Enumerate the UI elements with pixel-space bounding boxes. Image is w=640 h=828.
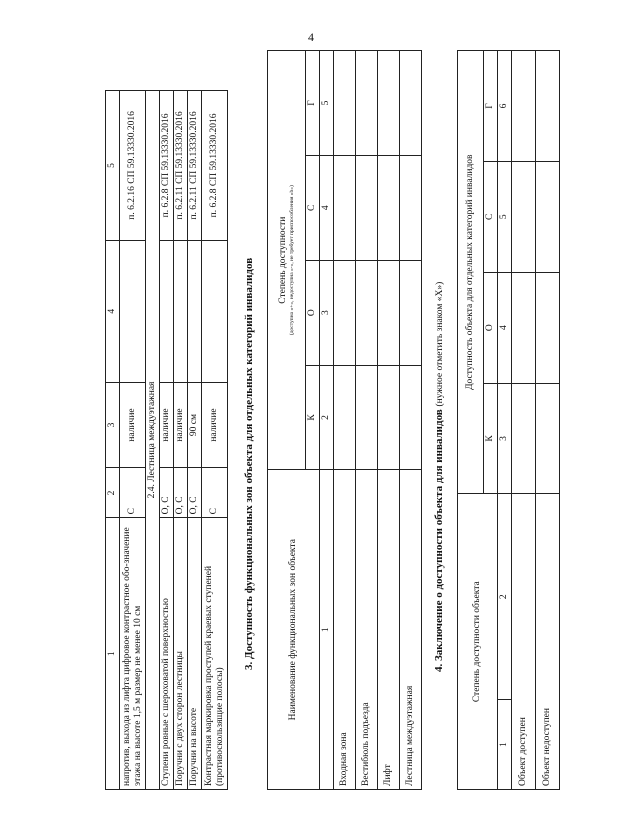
conclusion-label: Объект недоступен [536,494,560,790]
col-number: 5 [320,51,334,156]
category-code: О, С [188,468,202,518]
col-number: 3 [106,382,120,468]
section4-heading-note: (нужное отметить знаком «Х») [435,281,445,407]
degree-column-header: Степень доступности объекта [458,494,498,790]
empty-cell [120,240,146,382]
zone-row [400,51,422,790]
zone-name: Входная зона [334,470,356,790]
col-number: 1 [320,470,334,790]
empty-cell [160,240,174,382]
col-number: 4 [106,240,120,382]
conclusion-row [512,51,536,790]
degree-title: Степень доступности [278,216,289,304]
category-header: С [306,155,320,260]
column-numbers-row [498,51,512,790]
norm-reference: п. 6.2.8 СП 59.13330.2016 [160,91,174,241]
category-header: К [484,383,498,494]
col-number: 3 [320,260,334,365]
zone-name: Вестибюль подъезда [356,470,378,790]
norm-reference: п. 6.2.11 СП 59.13330.2016 [188,91,202,241]
empty-cell [202,240,228,382]
col-number: 2 [498,494,512,700]
category-header: О [484,272,498,383]
degree-header [268,51,306,470]
norm-reference: п. 6.2.8 СП 59.13330.2016 [202,91,228,241]
empty-cell [188,240,202,382]
category-header: Г [484,51,498,162]
section4-heading [433,282,445,672]
requirements-table [105,90,228,790]
page-number: 4 [308,30,314,44]
zone-name: Лифт [378,470,400,790]
column-numbers-row [106,91,120,790]
category-code: С [202,468,228,518]
conclusion-label: Объект доступен [512,494,536,790]
col-number: 3 [498,383,512,494]
col-number: 6 [498,51,512,162]
col-number: 4 [498,272,512,383]
section-row [146,91,160,790]
value-cell: наличие [120,382,146,468]
category-header: К [306,365,320,470]
col-number: 2 [320,365,334,470]
value-cell: наличие [160,382,174,468]
zone-row [378,51,400,790]
table-row [120,91,146,790]
access-column-header: Доступность объекта для отдельных категорий инвалидов [458,51,484,494]
category-code: О, С [174,468,188,518]
section3-heading: 3. Доступность функциональных зон объекта для отдельных категорий инвалидов [243,257,255,670]
category-code: О, С [160,468,174,518]
requirement-text: Поручни на высоте [188,518,202,790]
zones-table [267,50,422,790]
category-header: О [306,260,320,365]
table-row [174,91,188,790]
norm-reference: п. 6.2.16 СП 59.13330.2016 [120,91,146,241]
column-numbers-row [320,51,334,790]
degree-note: (доступна «+», недоступна «-», не требует приспособления «b») [288,185,295,336]
col-number: 4 [320,155,334,260]
requirement-text: Поручни с двух сторон лестницы [174,518,188,790]
table-row [202,91,228,790]
col-number: 1 [106,518,120,790]
col-number: 5 [106,91,120,241]
table-row [188,91,202,790]
conclusion-row [536,51,560,790]
col-number: 1 [498,700,512,790]
section-title: 2.4. Лестница междуэтажная [146,91,160,790]
rotated-content [95,50,553,790]
norm-reference: п. 6.2.11 СП 59.13330.2016 [174,91,188,241]
category-header: Г [306,51,320,156]
zone-row [334,51,356,790]
zone-name-header-label: Наименование функциональных зон объекта [288,539,299,721]
col-number: 5 [498,161,512,272]
requirement-text: напротив, выхода из лифта цифровое контрастное обо-значение этажа на высоте 1,5 м размер не менее 10 см [120,518,146,790]
empty-cell [174,240,188,382]
conclusion-table [457,50,560,790]
category-code: С [120,468,146,518]
value-cell: наличие [202,382,228,468]
col-number: 2 [106,468,120,518]
value-cell: наличие [174,382,188,468]
category-header: С [484,161,498,272]
section4-heading-bold: 4. Заключение о доступности объекта для инвалидов [433,409,445,672]
header-row [268,51,306,790]
table-row [160,91,174,790]
zone-name: Лестница междуэтажная [400,470,422,790]
zone-name-header [268,470,320,790]
header-row [458,51,484,790]
value-cell: 90 см [188,382,202,468]
requirement-text: Контрастная маркировка проступей краевых ступеней (противоскользящие полосы) [202,518,228,790]
zone-row [356,51,378,790]
requirement-text: Ступени ровные с шероховатой поверхностью [160,518,174,790]
